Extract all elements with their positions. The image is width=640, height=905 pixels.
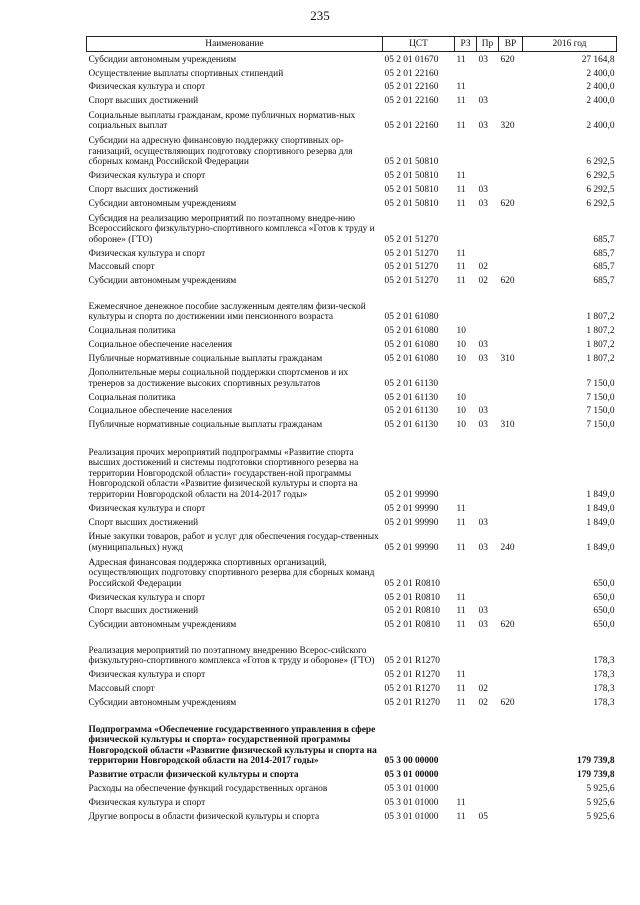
table-row — [87, 65, 617, 79]
row-cst-code: 05 2 01 99990 — [384, 517, 439, 528]
row-name: Реализация мероприятий по поэтапному внедрению Всерос-сийского физкультурно-спортивного комплекса «Готов к труду и обороне» (ГТО) — [88, 645, 375, 667]
row-name: Подпрограмма «Обеспечение государственного управления в сфере физической культуры и спорта» государственной программы Новгородской области «Развитие физической культуры и спорта на территории Новгородской области на 2014-2017 годы» — [88, 724, 377, 767]
row-pr: 02 — [478, 697, 488, 708]
row-cst-code: 05 2 01 R1270 — [384, 670, 440, 681]
table-row — [87, 589, 617, 603]
table-row — [87, 514, 617, 528]
table-row — [87, 93, 617, 107]
row-pr — [477, 708, 499, 767]
row-pr — [477, 79, 499, 93]
row-amount: 650,0 — [593, 578, 615, 589]
row-rz — [455, 431, 477, 501]
row-cst-code: 05 2 01 50810 — [384, 171, 439, 182]
row-amount: 685,7 — [593, 248, 615, 259]
table-row — [87, 323, 617, 337]
row-pr: 03 — [478, 96, 488, 107]
row-amount: 179 739,8 — [577, 770, 615, 781]
row-cst-code: 05 2 01 22160 — [384, 96, 439, 107]
row-vr — [499, 708, 523, 767]
row-amount: 1 849,0 — [586, 542, 615, 553]
table-row — [87, 781, 617, 795]
row-vr: 620 — [500, 54, 515, 65]
row-pr: 03 — [478, 542, 488, 553]
row-rz — [455, 781, 477, 795]
row-name: Расходы на обеспечение функций государственных органов — [88, 783, 328, 794]
row-pr — [477, 209, 499, 245]
row-pr: 03 — [478, 198, 488, 209]
row-amount: 179 739,8 — [577, 756, 615, 767]
row-vr — [499, 168, 523, 182]
row-rz: 11 — [456, 620, 466, 631]
row-pr: 05 — [478, 811, 488, 822]
row-name: Массовый спорт — [88, 262, 155, 273]
row-pr — [477, 781, 499, 795]
row-vr: 310 — [500, 420, 515, 431]
row-rz: 11 — [456, 54, 466, 65]
row-pr — [477, 245, 499, 259]
row-vr — [499, 209, 523, 245]
row-amount: 1 807,2 — [586, 340, 615, 351]
row-rz: 11 — [456, 683, 466, 694]
row-pr: 03 — [478, 184, 488, 195]
row-cst-code: 05 2 01 61080 — [384, 353, 439, 364]
row-cst-code: 05 2 01 50810 — [384, 184, 439, 195]
row-name: Социальное обеспечение населения — [88, 340, 233, 351]
row-cst-code: 05 2 01 51270 — [384, 248, 439, 259]
row-amount: 178,3 — [593, 670, 615, 681]
row-vr — [499, 364, 523, 389]
row-rz — [455, 132, 477, 168]
row-rz: 10 — [456, 406, 466, 417]
row-rz: 11 — [456, 797, 466, 808]
table-row — [87, 132, 617, 168]
table-row — [87, 553, 617, 589]
row-vr: 620 — [500, 276, 515, 287]
row-name: Социальная политика — [88, 326, 176, 337]
row-amount: 2 400,0 — [586, 96, 615, 107]
row-cst-code: 05 3 01 00000 — [384, 770, 439, 781]
row-name: Физическая культура и спорт — [88, 503, 206, 514]
header-rz: РЗ — [455, 37, 477, 52]
row-vr — [499, 603, 523, 617]
row-rz: 10 — [456, 340, 466, 351]
row-cst-code: 05 2 01 R0810 — [384, 620, 440, 631]
row-pr: 02 — [478, 683, 488, 694]
table-row — [87, 389, 617, 403]
budget-table — [86, 36, 617, 822]
row-name: Физическая культура и спорт — [88, 82, 206, 93]
row-pr: 03 — [478, 353, 488, 364]
row-vr — [499, 681, 523, 695]
row-rz: 11 — [456, 592, 466, 603]
row-rz — [455, 209, 477, 245]
row-vr — [499, 781, 523, 795]
row-name: Физическая культура и спорт — [88, 248, 206, 259]
row-name: Дополнительные меры социальной поддержки спортсменов и их тренеров за достижение высоких спортивных результатов — [88, 368, 349, 389]
table-row — [87, 528, 617, 553]
row-amount: 7 150,0 — [586, 420, 615, 431]
row-vr — [499, 431, 523, 501]
row-cst-code: 05 3 01 01000 — [384, 811, 439, 822]
row-vr — [499, 389, 523, 403]
row-name: Субсидии автономным учреждениям — [88, 620, 237, 631]
row-rz — [455, 287, 477, 323]
row-rz: 11 — [456, 262, 466, 273]
row-rz — [455, 553, 477, 589]
row-cst-code: 05 2 01 22160 — [384, 68, 439, 79]
row-vr — [499, 589, 523, 603]
row-vr — [499, 259, 523, 273]
row-name: Социальные выплаты гражданам, кроме публичных норматив-ных социальных выплат — [88, 110, 356, 132]
row-pr — [477, 431, 499, 501]
row-name: Физическая культура и спорт — [88, 592, 206, 603]
row-rz: 11 — [456, 606, 466, 617]
row-cst-code: 05 2 01 99990 — [384, 542, 439, 553]
row-pr — [477, 364, 499, 389]
row-amount: 6 292,5 — [586, 171, 615, 182]
row-vr: 620 — [500, 697, 515, 708]
row-name: Субсидии на адресную финансовую поддержку спортивных ор-ганизаций, осуществляющих подготовку спортивного резерва для сборных команд Российской Федерации — [88, 136, 353, 168]
row-cst-code: 05 2 01 61130 — [384, 420, 439, 431]
table-row — [87, 273, 617, 287]
row-rz: 11 — [456, 670, 466, 681]
header-cst: ЦСТ — [383, 37, 455, 52]
table-row — [87, 808, 617, 822]
row-pr: 03 — [478, 517, 488, 528]
row-amount: 178,3 — [593, 656, 615, 667]
row-name: Осуществление выплаты спортивных стипендий — [88, 68, 284, 79]
row-vr: 320 — [500, 121, 515, 132]
row-pr: 03 — [478, 54, 488, 65]
row-vr — [499, 631, 523, 667]
row-cst-code: 05 2 01 R0810 — [384, 578, 440, 589]
row-amount: 6 292,5 — [586, 157, 615, 168]
row-pr: 02 — [478, 276, 488, 287]
table-row — [87, 168, 617, 182]
row-amount: 7 150,0 — [586, 378, 615, 389]
row-pr: 03 — [478, 620, 488, 631]
row-vr — [499, 79, 523, 93]
row-cst-code: 05 3 01 01000 — [384, 783, 439, 794]
row-vr — [499, 287, 523, 323]
row-name: Спорт высших достижений — [88, 517, 199, 528]
row-amount: 5 925,6 — [586, 811, 615, 822]
row-pr — [477, 795, 499, 809]
row-amount: 5 925,6 — [586, 797, 615, 808]
row-name: Спорт высших достижений — [88, 96, 199, 107]
row-name: Субсидия на реализацию мероприятий по поэтапному внедре-нию Всероссийского физкультурно-спортивного комплекса «Готов к труду и обороне» (ГТО) — [88, 213, 375, 245]
row-vr: 310 — [500, 353, 515, 364]
row-amount: 7 150,0 — [586, 392, 615, 403]
row-cst-code: 05 2 01 61130 — [384, 392, 439, 403]
row-name: Субсидии автономным учреждениям — [88, 697, 237, 708]
header-amount: 2016 год — [523, 37, 617, 52]
row-amount: 650,0 — [593, 592, 615, 603]
page-number: 235 — [310, 8, 330, 23]
row-cst-code: 05 2 01 99990 — [384, 490, 439, 501]
row-name: Адресная финансовая поддержка спортивных организаций, осуществляющих подготовку спортивного резерва для сборных команд Российской Федерации — [88, 557, 375, 589]
row-cst-code: 05 2 01 01670 — [384, 54, 439, 65]
row-vr — [499, 667, 523, 681]
table-row — [87, 287, 617, 323]
row-pr — [477, 631, 499, 667]
row-vr — [499, 132, 523, 168]
row-vr — [499, 808, 523, 822]
row-rz: 10 — [456, 326, 466, 337]
row-pr — [477, 389, 499, 403]
row-amount: 2 400,0 — [586, 82, 615, 93]
row-vr: 620 — [500, 620, 515, 631]
row-name: Публичные нормативные социальные выплаты гражданам — [88, 353, 323, 364]
row-name: Иные закупки товаров, работ и услуг для обеспечения государ-ственных (муниципальных) нужд — [88, 532, 379, 553]
table-row — [87, 501, 617, 515]
row-pr: 03 — [478, 121, 488, 132]
table-row — [87, 259, 617, 273]
table-row — [87, 337, 617, 351]
row-pr: 02 — [478, 262, 488, 273]
header-vr: ВР — [499, 37, 523, 52]
row-cst-code: 05 2 01 61080 — [384, 340, 439, 351]
row-name: Развитие отрасли физической культуры и спорта — [88, 770, 299, 781]
row-amount: 178,3 — [593, 683, 615, 694]
row-rz: 11 — [456, 503, 466, 514]
table-row — [87, 351, 617, 365]
row-pr — [477, 553, 499, 589]
row-amount: 1 849,0 — [586, 503, 615, 514]
row-rz: 11 — [456, 248, 466, 259]
row-name: Спорт высших достижений — [88, 606, 199, 617]
row-name: Публичные нормативные социальные выплаты гражданам — [88, 420, 323, 431]
row-pr: 03 — [478, 420, 488, 431]
row-name: Субсидии автономным учреждениям — [88, 276, 237, 287]
row-rz: 10 — [456, 420, 466, 431]
row-pr — [477, 501, 499, 515]
table-row — [87, 364, 617, 389]
table-row — [87, 182, 617, 196]
row-vr — [499, 403, 523, 417]
row-vr — [499, 93, 523, 107]
row-amount: 7 150,0 — [586, 406, 615, 417]
row-cst-code: 05 2 01 R0810 — [384, 592, 440, 603]
row-name: Социальная политика — [88, 392, 176, 403]
row-amount: 27 164,8 — [581, 54, 615, 65]
row-name: Физическая культура и спорт — [88, 171, 206, 182]
row-cst-code: 05 2 01 22160 — [384, 121, 439, 132]
row-name: Массовый спорт — [88, 683, 155, 694]
row-pr: 03 — [478, 606, 488, 617]
row-rz: 11 — [456, 198, 466, 209]
table-row — [87, 708, 617, 767]
row-vr: 620 — [500, 198, 515, 209]
table-row — [87, 107, 617, 132]
row-vr — [499, 65, 523, 79]
row-cst-code: 05 2 01 R0810 — [384, 606, 440, 617]
table-row — [87, 795, 617, 809]
row-pr — [477, 65, 499, 79]
table-row — [87, 681, 617, 695]
row-vr — [499, 501, 523, 515]
row-cst-code: 05 2 01 51270 — [384, 276, 439, 287]
row-rz — [455, 65, 477, 79]
row-vr — [499, 553, 523, 589]
row-name: Физическая культура и спорт — [88, 670, 206, 681]
row-rz — [455, 631, 477, 667]
row-amount: 650,0 — [593, 606, 615, 617]
row-amount: 685,7 — [593, 276, 615, 287]
row-cst-code: 05 2 01 61080 — [384, 312, 439, 323]
row-amount: 685,7 — [593, 262, 615, 273]
row-amount: 2 400,0 — [586, 68, 615, 79]
table-row — [87, 603, 617, 617]
table-row — [87, 403, 617, 417]
row-rz: 11 — [456, 121, 466, 132]
row-cst-code: 05 2 01 22160 — [384, 82, 439, 93]
row-name: Реализация прочих мероприятий подпрограммы «Развитие спорта высших достижений и системы подготовки спортивного резерва на территории Новгородской области» государствен-ной программы Новгородской области «Развитие физической культуры и спорта на территории Новгородской области на 2014-2017 годы» — [88, 447, 359, 501]
row-amount: 685,7 — [593, 234, 615, 245]
row-rz: 10 — [456, 353, 466, 364]
table-row — [87, 417, 617, 431]
row-amount: 1 807,2 — [586, 312, 615, 323]
table-row — [87, 667, 617, 681]
table-row — [87, 617, 617, 631]
row-vr — [499, 182, 523, 196]
row-cst-code: 05 2 01 51270 — [384, 234, 439, 245]
row-pr: 03 — [478, 406, 488, 417]
row-name: Другие вопросы в области физической культуры и спорта — [88, 811, 320, 822]
row-cst-code: 05 2 01 R1270 — [384, 697, 440, 708]
row-name: Субсидии автономным учреждениям — [88, 54, 237, 65]
row-amount: 1 807,2 — [586, 326, 615, 337]
row-cst-code: 05 3 00 00000 — [384, 756, 439, 767]
row-pr — [477, 168, 499, 182]
header-name: Наименование — [87, 37, 383, 52]
table-row — [87, 79, 617, 93]
row-cst-code: 05 2 01 51270 — [384, 262, 439, 273]
row-rz: 11 — [456, 96, 466, 107]
row-vr — [499, 514, 523, 528]
row-pr — [477, 132, 499, 168]
row-cst-code: 05 2 01 R1270 — [384, 683, 440, 694]
table-row — [87, 695, 617, 709]
row-rz: 11 — [456, 517, 466, 528]
row-name: Спорт высших достижений — [88, 184, 199, 195]
row-rz: 11 — [456, 542, 466, 553]
row-rz — [455, 708, 477, 767]
row-cst-code: 05 2 01 R1270 — [384, 656, 440, 667]
row-rz: 11 — [456, 82, 466, 93]
row-rz: 11 — [456, 697, 466, 708]
row-vr — [499, 323, 523, 337]
row-amount: 178,3 — [593, 697, 615, 708]
row-cst-code: 05 3 01 01000 — [384, 797, 439, 808]
row-rz: 11 — [456, 184, 466, 195]
row-amount: 1 849,0 — [586, 517, 615, 528]
row-pr — [477, 323, 499, 337]
row-name: Социальное обеспечение населения — [88, 406, 233, 417]
row-vr — [499, 795, 523, 809]
row-cst-code: 05 2 01 61080 — [384, 326, 439, 337]
row-rz: 11 — [456, 171, 466, 182]
row-rz — [455, 364, 477, 389]
row-pr — [477, 589, 499, 603]
table-row — [87, 195, 617, 209]
row-rz: 11 — [456, 276, 466, 287]
row-cst-code: 05 2 01 99990 — [384, 503, 439, 514]
row-vr — [499, 337, 523, 351]
row-cst-code: 05 2 01 50810 — [384, 198, 439, 209]
row-pr — [477, 767, 499, 781]
table-row — [87, 631, 617, 667]
row-vr — [499, 245, 523, 259]
row-name: Субсидии автономным учреждениям — [88, 198, 237, 209]
table-row — [87, 52, 617, 66]
row-name: Ежемесячное денежное пособие заслуженным деятелям физи-ческой культуры и спорта по достижении ими пенсионного возраста — [88, 301, 366, 323]
row-vr — [499, 767, 523, 781]
row-cst-code: 05 2 01 50810 — [384, 157, 439, 168]
row-amount: 2 400,0 — [586, 121, 615, 132]
row-pr — [477, 287, 499, 323]
header-pr: Пр — [477, 37, 499, 52]
row-cst-code: 05 2 01 61130 — [384, 378, 439, 389]
row-rz — [455, 767, 477, 781]
table-row — [87, 209, 617, 245]
row-name: Физическая культура и спорт — [88, 797, 206, 808]
row-vr: 240 — [500, 542, 515, 553]
row-rz: 11 — [456, 811, 466, 822]
table-row — [87, 245, 617, 259]
row-pr: 03 — [478, 340, 488, 351]
row-amount: 1 849,0 — [586, 490, 615, 501]
table-header-row — [87, 37, 617, 52]
row-amount: 650,0 — [593, 620, 615, 631]
table-row — [87, 431, 617, 501]
row-amount: 6 292,5 — [586, 198, 615, 209]
table-row — [87, 767, 617, 781]
row-pr — [477, 667, 499, 681]
row-cst-code: 05 2 01 61130 — [384, 406, 439, 417]
row-amount: 1 807,2 — [586, 353, 615, 364]
row-amount: 6 292,5 — [586, 184, 615, 195]
row-rz: 10 — [456, 392, 466, 403]
row-amount: 5 925,6 — [586, 783, 615, 794]
